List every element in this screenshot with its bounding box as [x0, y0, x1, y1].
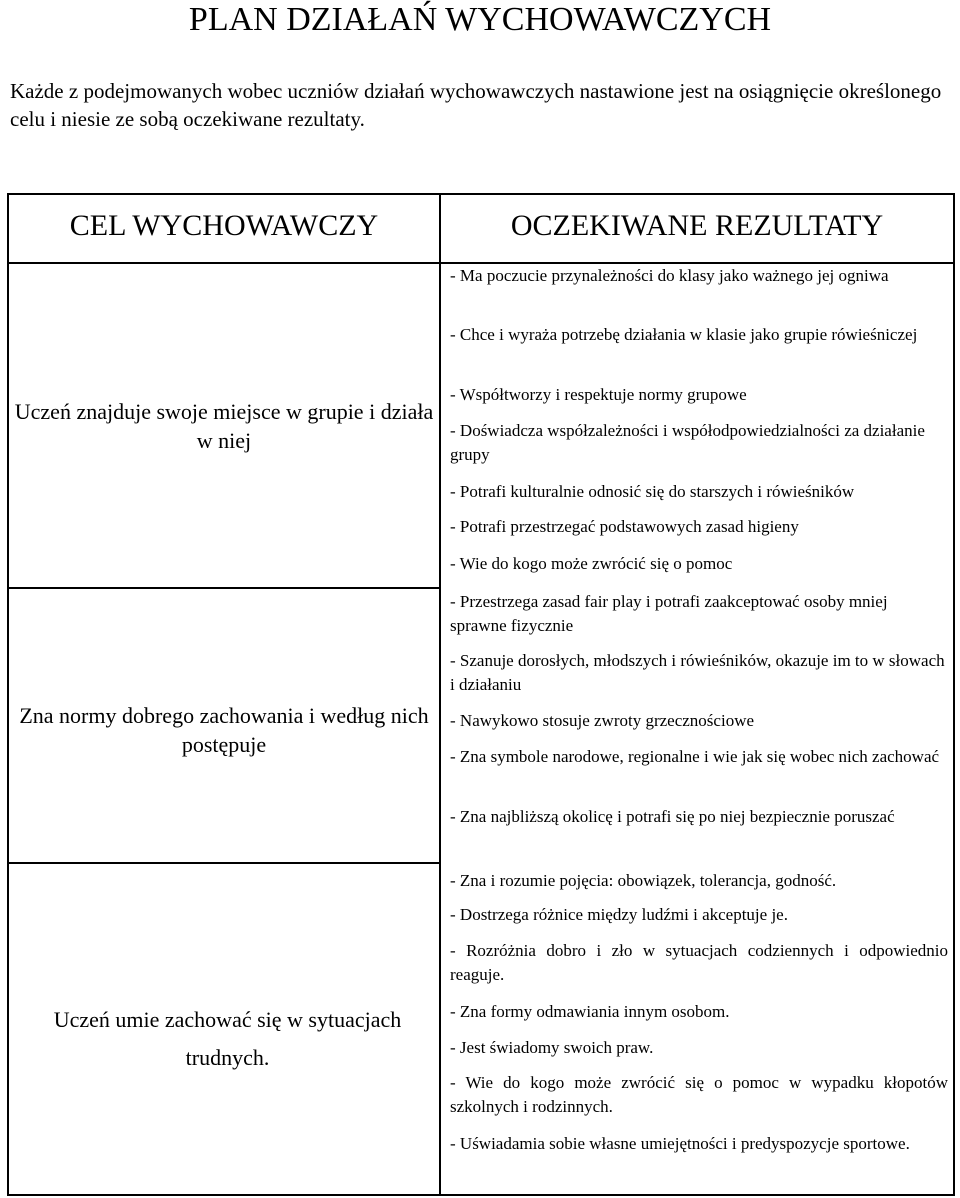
- result-item: - Współtworzy i respektuje normy grupowe: [450, 385, 747, 404]
- result-item: - Wie do kogo może zwrócić się o pomoc w wypadku kłopotów szkolnych i rodzinnych.: [450, 1073, 948, 1116]
- goals-divider: [7, 862, 441, 864]
- result-item: - Szanuje dorosłych, młodszych i rówieśników, okazuje im to w słowach i działaniu: [450, 651, 945, 694]
- result-item: - Zna symbole narodowe, regionalne i wie jak się wobec nich zachować: [450, 747, 940, 766]
- result-item: - Ma poczucie przynależności do klasy jako ważnego jej ogniwa: [450, 266, 889, 285]
- result-item: - Wie do kogo może zwrócić się o pomoc: [450, 554, 733, 573]
- goal-item: Uczeń umie zachować się w sytuacjach trudnych.: [53, 1007, 402, 1070]
- goals-divider: [7, 587, 441, 589]
- col-header-goal: CEL WYCHOWAWCZY: [69, 209, 379, 242]
- result-item: - Uświadamia sobie własne umiejętności i predyspozycje sportowe.: [450, 1134, 910, 1153]
- col-header-results: OCZEKIWANE REZULTATY: [510, 209, 884, 242]
- result-item: - Zna najbliższą okolicę i potrafi się po niej bezpiecznie poruszać: [450, 807, 895, 826]
- page-title: PLAN DZIAŁAŃ WYCHOWAWCZYCH: [188, 1, 772, 38]
- goal-item: Zna normy dobrego zachowania i według nich postępuje: [19, 703, 429, 757]
- result-item: - Zna i rozumie pojęcia: obowiązek, tolerancja, godność.: [450, 871, 837, 890]
- result-item: - Dostrzega różnice między ludźmi i akceptuje je.: [450, 905, 788, 924]
- result-item: - Przestrzega zasad fair play i potrafi zaakceptować osoby mniej sprawne fizycznie: [450, 592, 888, 635]
- goal-item: Uczeń znajduje swoje miejsce w grupie i działa w niej: [14, 399, 434, 453]
- result-item: - Chce i wyraża potrzebę działania w klasie jako grupie rówieśniczej: [450, 325, 918, 344]
- intro-paragraph: Każde z podejmowanych wobec uczniów działań wychowawczych nastawione jest na osiągnięcie określonego celu i niesie ze sobą oczekiwane rezultaty.: [10, 79, 942, 131]
- result-item: - Rozróżnia dobro i zło w sytuacjach codziennych i odpowiednio reaguje.: [450, 941, 948, 984]
- result-item: - Potrafi kulturalnie odnosić się do starszych i rówieśników: [450, 482, 855, 501]
- result-item: - Zna formy odmawiania innym osobom.: [450, 1002, 730, 1021]
- result-item: - Nawykowo stosuje zwroty grzecznościowe: [450, 711, 755, 730]
- result-item: - Jest świadomy swoich praw.: [450, 1038, 654, 1057]
- result-item: - Potrafi przestrzegać podstawowych zasad higieny: [450, 517, 799, 536]
- result-item: - Doświadcza współzależności i współodpowiedzialności za działanie grupy: [450, 421, 925, 464]
